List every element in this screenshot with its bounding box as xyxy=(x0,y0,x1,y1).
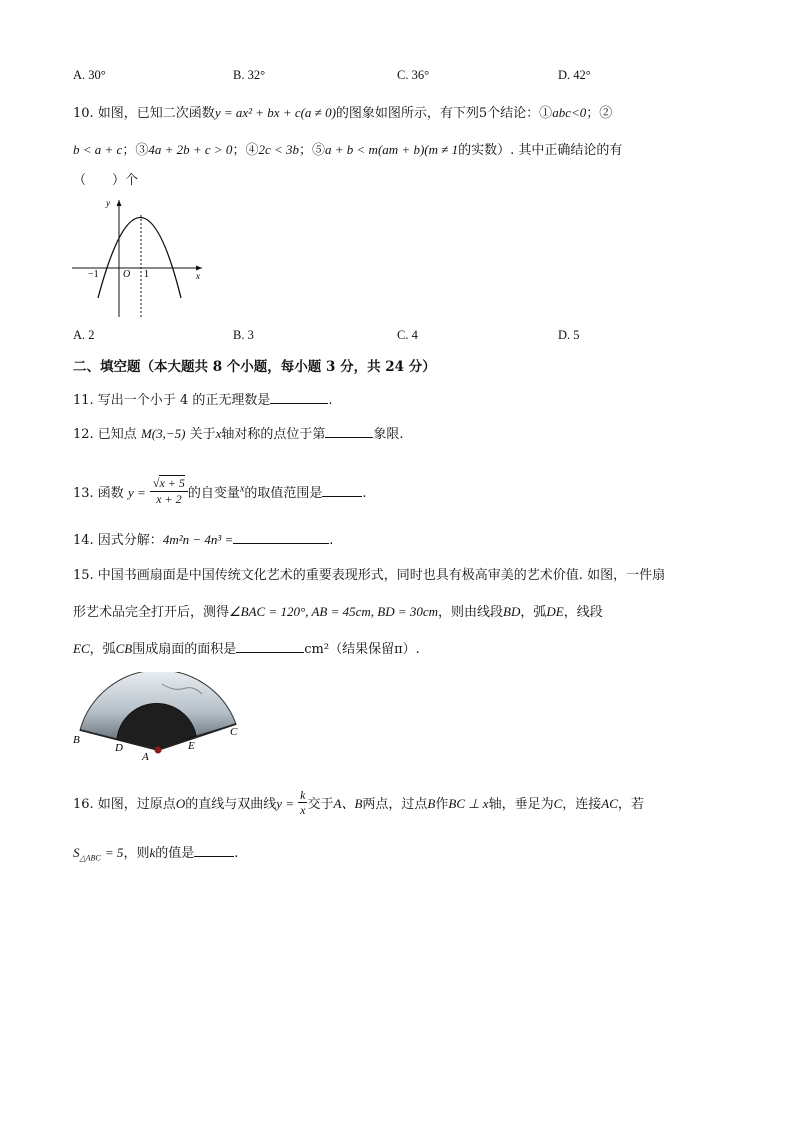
q13-line: 13. 函数 y = $\frac{√x + 5}{x + 2}$ 的自变量$^x$的取值范围是 . xyxy=(73,476,367,506)
q10-line1: 10. 如图，已知二次函数y = ax² + bx + c(a ≠ 0)的图象如图所示，有下列5个结论：①abc<0；② xyxy=(73,105,613,121)
q10-option-c: C. 4 xyxy=(397,328,418,342)
label-c: C xyxy=(230,726,238,738)
q15-line1: 15. 中国书画扇面是中国传统文化艺术的重要表现形式，同时也具有极高审美的艺术价值. 如图，一件扇 xyxy=(73,568,666,583)
q16-fraction: $\frac{k}{x}$ xyxy=(300,788,306,817)
q13-fraction xyxy=(150,476,188,507)
parabola-curve xyxy=(98,218,181,299)
label-e: E xyxy=(188,740,195,752)
q15-line2: 形艺术品完全打开后，测得∠BAC = 120°, AB = 45cm, BD = 30cm，则由线段BD，弧DE，线段 xyxy=(73,604,603,620)
q10-option-a: A. 2 xyxy=(73,328,95,342)
tick-1-label: 1 xyxy=(144,269,149,280)
q10-option-b: B. 3 xyxy=(233,328,254,342)
q13-numerator: √x + 5 xyxy=(150,476,188,492)
section2-heading: 二、填空题（本大题共 8 个小题，每小题 3 分，共 24 分） xyxy=(73,359,436,375)
q11-line: 11. 写出一个小于 4 的正无理数是 . xyxy=(73,393,333,408)
q13-denominator: x + 2 xyxy=(156,492,182,506)
q14-answer-blank[interactable] xyxy=(233,531,329,544)
q10-formula: y = ax² + bx + c(a ≠ 0) xyxy=(214,105,336,120)
q9-option-a: A. 30° xyxy=(73,68,106,82)
x-axis-arrow xyxy=(196,266,202,271)
q10-line2: b < a + c；③4a + 2b + c > 0；④2c < 3b；⑤a + b < m(am + b)(m ≠ 1的实数）. 其中正确结论的有 xyxy=(73,142,623,158)
q10-line3: （ ）个 xyxy=(73,173,139,188)
q16-line2: $S_{\triangle ABC} = 5$，则k的值是 . xyxy=(73,845,239,863)
x-axis-label: x xyxy=(196,271,200,281)
q10-parabola-graph xyxy=(68,195,208,320)
fan-pivot xyxy=(155,747,162,754)
label-d: D xyxy=(115,742,123,754)
q15-answer-blank[interactable] xyxy=(236,640,304,653)
q14-line: 14. 因式分解：4m²n − 4n³ = . xyxy=(73,532,334,548)
y-axis-arrow xyxy=(117,200,122,206)
label-b: B xyxy=(73,734,80,746)
tick-neg1-label: −1 xyxy=(88,269,99,280)
q12-line: 12. 已知点 M(3,−5) 关于x轴对称的点位于第 象限. xyxy=(73,426,404,442)
q16-line1: 16. 如图，过原点O的直线与双曲线y = $\frac{k}{x}$ 交于A、B两点，过点B作BC ⊥ x轴，垂足为C，连接AC，若 xyxy=(73,788,644,817)
q10-option-d: D. 5 xyxy=(558,328,580,342)
q9-option-d: D. 42° xyxy=(558,68,591,82)
q13-answer-blank[interactable] xyxy=(322,484,362,497)
origin-label: O xyxy=(123,269,131,280)
q9-option-c: C. 36° xyxy=(397,68,430,82)
q9-option-b: B. 32° xyxy=(233,68,266,82)
q16-answer-blank[interactable] xyxy=(194,844,234,857)
y-axis-label: y xyxy=(106,198,110,208)
q15-line3: EC，弧CB围成扇面的面积是 cm²（结果保留π）. xyxy=(73,641,420,657)
q15-fan-figure xyxy=(70,672,250,768)
q12-answer-blank[interactable] xyxy=(325,425,373,438)
label-a: A xyxy=(142,751,149,763)
q11-answer-blank[interactable] xyxy=(270,391,328,404)
